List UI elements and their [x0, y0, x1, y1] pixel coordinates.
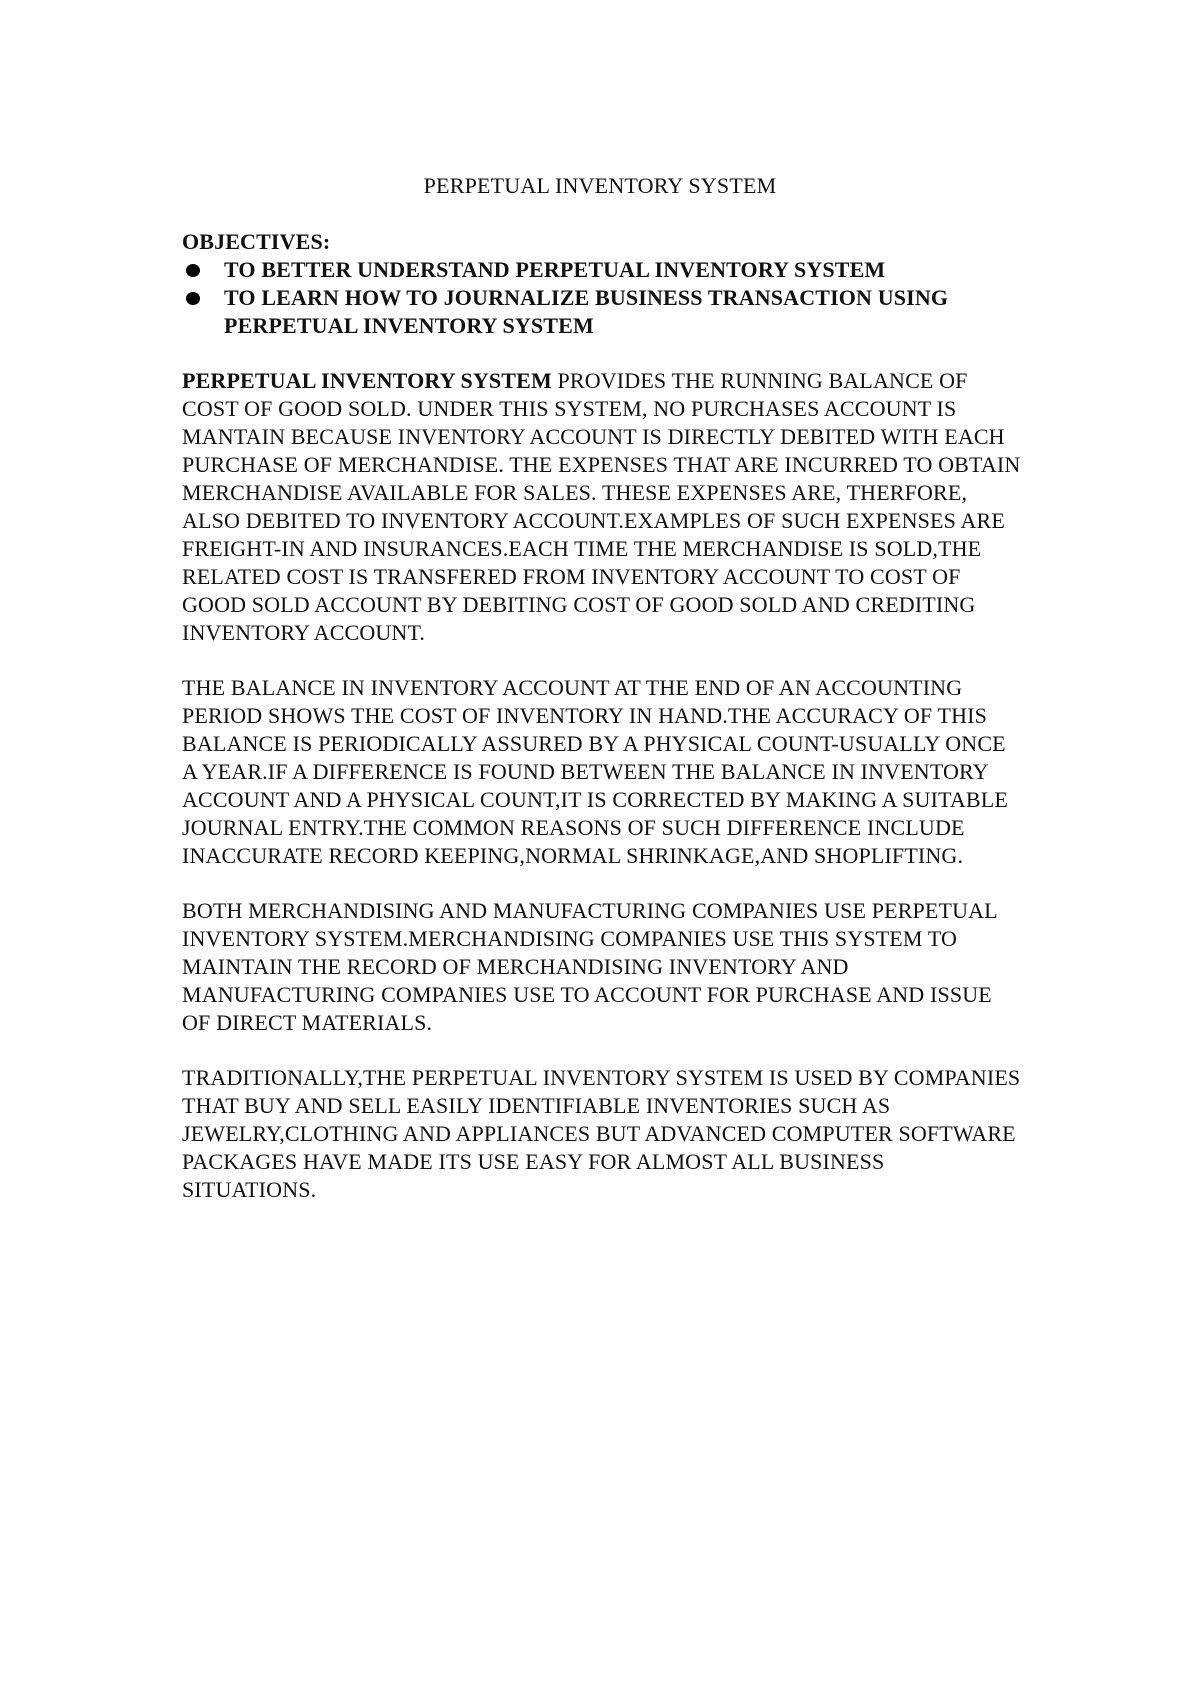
objectives-list — [182, 256, 1022, 340]
objective-item — [182, 284, 1022, 340]
paragraph-definition — [182, 367, 1022, 647]
paragraph-balance: THE BALANCE IN INVENTORY ACCOUNT AT THE END OF AN ACCOUNTING PERIOD SHOWS THE COST OF INVENTORY IN HAND.THE ACCURACY OF THIS BALANCE IS PERIODICALLY ASSURED BY A PHYSICAL COUNT-USUALLY ONCE A YEAR.IF A DIFFERENCE IS FOUND BETWEEN THE BALANCE IN INVENTORY ACCOUNT AND A PHYSICAL COUNT,IT IS CORRECTED BY MAKING A SUITABLE JOURNAL ENTRY.THE COMMON REASONS OF SUCH DIFFERENCE INCLUDE INACCURATE RECORD KEEPING,NORMAL SHRINKAGE,AND SHOPLIFTING. — [182, 675, 1008, 868]
paragraph-definition-text: PROVIDES THE RUNNING BALANCE OF COST OF GOOD SOLD. UNDER THIS SYSTEM, NO PURCHASES ACCOUNT IS MANTAIN BECAUSE INVENTORY ACCOUNT IS DIRECTLY DEBITED WITH EACH PURCHASE OF MERCHANDISE. THE EXPENSES THAT ARE INCURRED TO OBTAIN MERCHANDISE AVAILABLE FOR SALES. THESE EXPENSES ARE, THERFORE, ALSO DEBITED TO INVENTORY ACCOUNT.EXAMPLES OF SUCH EXPENSES ARE FREIGHT-IN AND INSURANCES.EACH TIME THE MERCHANDISE IS SOLD,THE RELATED COST IS TRANSFERED FROM INVENTORY ACCOUNT TO COST OF GOOD SOLD ACCOUNT BY DEBITING COST OF GOOD SOLD AND CREDITING INVENTORY ACCOUNT. — [182, 368, 1021, 645]
document-title: PERPETUAL INVENTORY SYSTEM — [423, 173, 777, 198]
paragraph-tradition: TRADITIONALLY,THE PERPETUAL INVENTORY SYSTEM IS USED BY COMPANIES THAT BUY AND SELL EASILY IDENTIFIABLE INVENTORIES SUCH AS JEWELRY,CLOTHING AND APPLIANCES BUT ADVANCED COMPUTER SOFTWARE PACKAGES HAVE MADE ITS USE EASY FOR ALMOST ALL BUSINESS SITUATIONS. — [182, 1065, 1021, 1202]
bullet-icon — [186, 264, 200, 277]
objectives-heading: OBJECTIVES: — [182, 229, 331, 254]
paragraph-lead-term: PERPETUAL INVENTORY SYSTEM — [182, 368, 552, 393]
objective-text: TO BETTER UNDERSTAND PERPETUAL INVENTORY SYSTEM — [224, 257, 886, 282]
document-body — [182, 228, 1022, 1204]
objective-item — [182, 256, 1022, 284]
bullet-icon — [186, 292, 200, 305]
paragraph-usage: BOTH MERCHANDISING AND MANUFACTURING COMPANIES USE PERPETUAL INVENTORY SYSTEM.MERCHANDISING COMPANIES USE THIS SYSTEM TO MAINTAIN THE RECORD OF MERCHANDISING INVENTORY AND MANUFACTURING COMPANIES USE TO ACCOUNT FOR PURCHASE AND ISSUE OF DIRECT MATERIALS. — [182, 898, 997, 1035]
objective-text: TO LEARN HOW TO JOURNALIZE BUSINESS TRANSACTION USING PERPETUAL INVENTORY SYSTEM — [224, 285, 949, 338]
